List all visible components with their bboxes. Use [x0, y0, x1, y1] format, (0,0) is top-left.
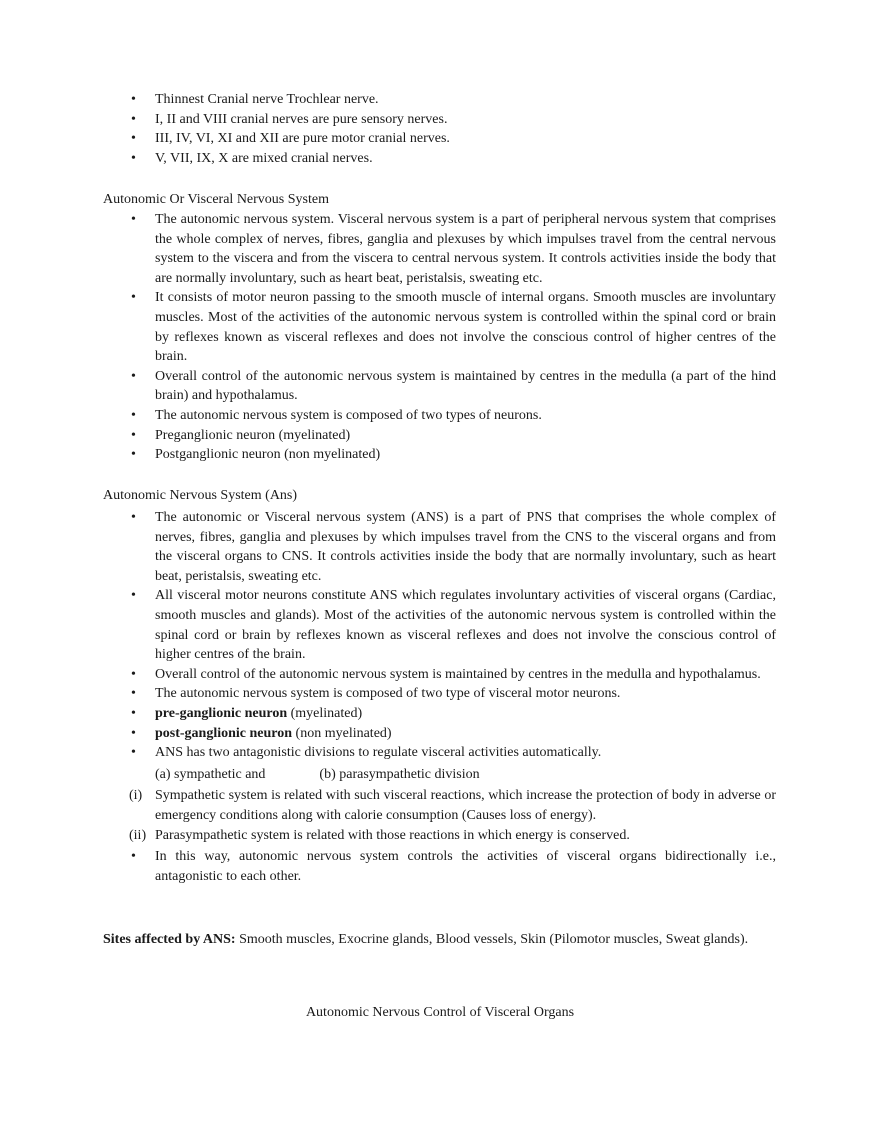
list-item [103, 210, 776, 288]
division-a: sympathetic and [170, 766, 266, 782]
bold-term: pre-ganglionic neuron [155, 705, 288, 721]
item-text: The autonomic nervous system. Visceral nervous system is a part of peripheral nervous system that comprises the whole complex of nerves, fibres, ganglia and plexuses by which impulses travel from the central nervous system to the viscera and from the viscera to central nervous system. It controls activities inside the body that are normally involuntary, such as heart beat, peristalsis, sweating etc. [155, 212, 776, 286]
item-text: V, VII, IX, X are mixed cranial nerves. [155, 150, 373, 166]
list-item [103, 724, 776, 744]
item-text: Postganglionic neuron (non myelinated) [155, 447, 381, 463]
list-item [103, 288, 776, 366]
item-text: (non myelinated) [292, 725, 392, 741]
list-item [103, 406, 776, 426]
bullet: • [131, 588, 136, 604]
label-b: (b) [319, 766, 336, 782]
bullet: • [131, 131, 136, 147]
list-item [103, 367, 776, 406]
item-text: Sympathetic system is related with such visceral reactions, which increase the protection of body in adverse or emergency conditions along with calorie consumption (Causes loss of energy). [155, 788, 776, 823]
bold-term: post-ganglionic neuron [155, 725, 293, 741]
bullet: • [131, 510, 136, 525]
roman-item [103, 786, 776, 825]
sites-label: Sites affected by ANS: [103, 932, 236, 947]
item-text: Overall control of the autonomic nervous system is maintained by centres in the medulla (a part of the hind brain) and hypothalamus. [155, 368, 776, 404]
section-heading: Autonomic Or Visceral Nervous System [103, 192, 329, 207]
cranial-list [103, 90, 776, 168]
section1-list [103, 210, 776, 465]
roman-item [103, 826, 776, 846]
item-text: The autonomic nervous system is composed of two type of visceral motor neurons. [155, 686, 621, 702]
divisions-line [103, 765, 776, 785]
roman-marker: (i) [129, 788, 143, 804]
item-text: The autonomic nervous system is composed of two types of neurons. [155, 407, 542, 423]
bullet: • [131, 212, 136, 227]
list-item [103, 743, 776, 763]
sites-text: Smooth muscles, Exocrine glands, Blood vessels, Skin (Pilomotor muscles, Sweat glands). [235, 932, 749, 947]
bullet: • [131, 725, 136, 741]
item-text: Overall control of the autonomic nervous system is maintained by centres in the medulla and hypothalamus. [155, 666, 761, 682]
bullet: • [131, 427, 136, 443]
list-item [103, 129, 776, 149]
list-item [103, 426, 776, 446]
item-text: Parasympathetic system is related with those reactions in which energy is conserved. [155, 827, 630, 843]
division-b: parasympathetic division [335, 766, 480, 782]
section2-list [103, 508, 776, 886]
list-item [103, 704, 776, 724]
bullet: • [131, 150, 136, 166]
label-a: (a) [155, 766, 171, 782]
item-text: III, IV, VI, XI and XII are pure motor cranial nerves. [155, 131, 450, 147]
list-item [103, 847, 776, 886]
bullet: • [131, 849, 136, 865]
bullet: • [131, 686, 136, 702]
item-text: The autonomic or Visceral nervous system (ANS) is a part of PNS that comprises the whole complex of nerves, fibres, ganglia and plexuses by which impulses travel from the CNS to the visceral organs and from the visceral organs to CNS. It controls activities inside the body that are normally involuntary, such as heart beat, peristalsis, sweating etc. [155, 510, 776, 584]
bullet: • [131, 407, 136, 423]
roman-marker: (ii) [129, 827, 147, 843]
section-heading: Autonomic Nervous System (Ans) [103, 488, 298, 503]
list-item [103, 110, 776, 130]
item-text: (myelinated) [287, 705, 363, 721]
item-text: Preganglionic neuron (myelinated) [155, 427, 351, 443]
list-item [103, 90, 776, 110]
list-item [103, 586, 776, 664]
bullet: • [131, 368, 136, 384]
item-text: In this way, autonomic nervous system controls the activities of visceral organs bidirectionally i.e., antagonistic to each other. [155, 849, 776, 884]
list-item [103, 684, 776, 704]
item-text: All visceral motor neurons constitute ANS which regulates involuntary activities of visceral organs (Cardiac, smooth muscles and glands). Most of the activities of the autonomic nervous system is controlled within the spinal cord or brain by reflexes known as visceral reflexes and does not involve the conscious control of higher centres of the brain. [155, 588, 776, 663]
list-item [103, 508, 776, 586]
list-item [103, 665, 776, 685]
bullet: • [131, 447, 136, 463]
bullet: • [131, 705, 136, 721]
final-heading: Autonomic Nervous Control of Visceral Organs [305, 1005, 575, 1020]
bullet: • [131, 666, 136, 682]
item-text: I, II and VIII cranial nerves are pure sensory nerves. [155, 111, 448, 127]
bullet: • [131, 111, 136, 127]
bullet: • [131, 92, 136, 107]
bullet: • [131, 290, 136, 306]
item-text: ANS has two antagonistic divisions to regulate visceral activities automatically. [155, 745, 602, 761]
list-item [103, 149, 776, 169]
item-text: It consists of motor neuron passing to the smooth muscle of internal organs. Smooth muscles are involuntary muscles. Most of the activities of the autonomic nervous system is controlled within the spinal cord or brain by reflexes known as visceral reflexes and does not involve the conscious control of higher centres of the brain. [155, 290, 776, 365]
sites-line [103, 930, 748, 950]
bullet: • [131, 745, 136, 761]
item-text: Thinnest Cranial nerve Trochlear nerve. [155, 92, 379, 107]
list-item [103, 445, 776, 465]
